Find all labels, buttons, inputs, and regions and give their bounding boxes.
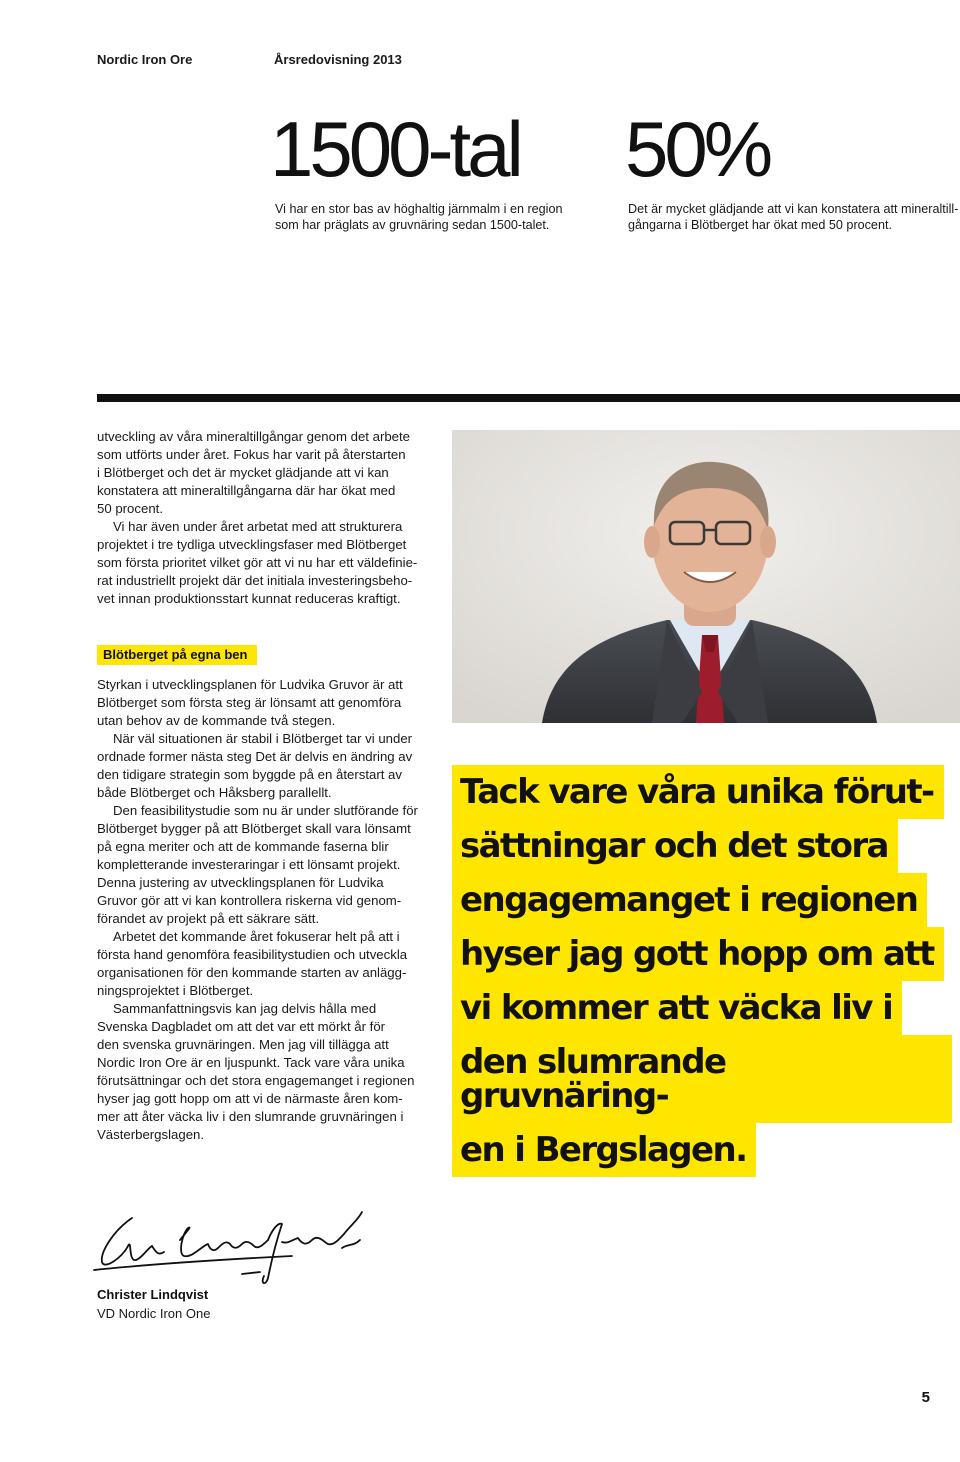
signatory-title: VD Nordic Iron One <box>97 1306 211 1321</box>
text-line: Västerbergslagen. <box>97 1127 205 1142</box>
text-line: organisationen för den kommande starten av anlägg- <box>97 965 407 980</box>
text-line: När väl situationen är stabil i Blötberget tar vi under <box>113 731 413 746</box>
text-line: den tidigare strategin som byggde på en återstart av <box>97 767 402 782</box>
text-line: konstatera att mineraltillgångarna där har ökat med <box>97 483 396 498</box>
stat-text-2-line: gångarna i Blötberget har ökat med 50 procent. <box>628 218 892 232</box>
stat-value-2: 50% <box>625 105 770 193</box>
text-line: Sammanfattningsvis kan jag delvis hålla med <box>113 1001 377 1016</box>
ceo-portrait-photo <box>452 430 960 723</box>
text-line: förandet av projekt på ett säkrare sätt. <box>97 911 320 926</box>
quote-line: den slumrande gruvnäring- <box>452 1035 952 1123</box>
text-line: vet innan produktionsstart kunnat reduceras kraftigt. <box>97 591 401 606</box>
quote-line: vi kommer att väcka liv i <box>452 981 902 1035</box>
text-line: kompletterande investeraringar i ett lönsamt projekt. <box>97 857 401 872</box>
text-line: Nordic Iron Ore är en ljuspunkt. Tack vare våra unika <box>97 1055 405 1070</box>
stat-text-1-line: Vi har en stor bas av höghaltig järnmalm i en region <box>275 202 563 216</box>
text-line: på egna meriter och att de kommande faserna blir <box>97 839 389 854</box>
stat-text-1-line: som har präglats av gruvnäring sedan 1500-talet. <box>275 218 550 232</box>
quote-line: sättningar och det stora <box>452 819 898 873</box>
text-line: den svenska gruvnäringen. Men jag vill tillägga att <box>97 1037 389 1052</box>
text-line: utveckling av våra mineraltillgångar genom det arbete <box>97 429 411 444</box>
header-report-title: Årsredovisning 2013 <box>274 52 402 67</box>
signatory-name: Christer Lindqvist <box>97 1287 209 1302</box>
stat-text-2 <box>628 201 958 233</box>
section-paragraph <box>97 928 442 1000</box>
portrait-illustration <box>452 430 960 723</box>
text-line: både Blötberget och Håksberg parallellt. <box>97 785 332 800</box>
stat-text-2-line: Det är mycket glädjande att vi kan konstatera att mineraltill- <box>628 202 959 216</box>
text-line: förutsättningar och det stora engagemanget i regionen <box>97 1073 415 1088</box>
text-line: projektet i tre tydliga utvecklingsfaser med Blötberget <box>97 537 407 552</box>
intro-paragraph <box>97 518 437 608</box>
text-line: rat industriellt projekt där det initiala investeringsbeho- <box>97 573 413 588</box>
text-line: Styrkan i utvecklingsplanen för Ludvika Gruvor är att <box>97 677 403 692</box>
text-line: Blötberget bygger på att Blötberget skall vara lönsamt <box>97 821 411 836</box>
text-line: Arbetet det kommande året fokuserar helt på att i <box>113 929 400 944</box>
text-line: Svenska Dagbladet om att det var ett mörkt år för <box>97 1019 386 1034</box>
text-line: som utförts under året. Fokus har varit på återstarten <box>97 447 406 462</box>
text-line: hyser jag gott hopp om att vi de närmaste åren kom- <box>97 1091 403 1106</box>
text-line: Vi har även under året arbetat med att strukturera <box>113 519 403 534</box>
section-paragraph <box>97 676 442 730</box>
page-number: 5 <box>921 1389 930 1406</box>
text-line: Gruvor gör att vi kan kontrollera riskerna vid genom- <box>97 893 402 908</box>
text-line: i Blötberget och det är mycket glädjande att vi kan <box>97 465 389 480</box>
text-line: ningsprojektet i Blötberget. <box>97 983 254 998</box>
text-line: första hand genomföra feasibilitystudien och utveckla <box>97 947 408 962</box>
section-paragraph <box>97 1000 442 1144</box>
pull-quote <box>452 765 952 1177</box>
text-line: ordnade former nästa steg Det är delvis en ändring av <box>97 749 413 764</box>
intro-paragraph <box>97 428 437 518</box>
quote-line: en i Bergslagen. <box>452 1123 756 1177</box>
text-line: 50 procent. <box>97 501 163 516</box>
text-line: som första prioritet vilket gör att vi nu har ett väldefinie- <box>97 555 418 570</box>
stat-value-1: 1500-tal <box>270 105 520 193</box>
stat-text-1 <box>275 201 563 233</box>
text-line: Blötberget som första steg är lönsamt att genomföra <box>97 695 402 710</box>
quote-line: hyser jag gott hopp om att <box>452 927 944 981</box>
handwritten-signature <box>92 1200 382 1295</box>
text-line: utan behov av de kommande två stegen. <box>97 713 336 728</box>
text-line: mer att åter väcka liv i den slumrande gruvnäringen i <box>97 1109 404 1124</box>
text-line: Den feasibilitystudie som nu är under slutförande för <box>113 803 418 818</box>
header-company: Nordic Iron Ore <box>97 52 193 67</box>
quote-line: Tack vare våra unika förut- <box>452 765 944 819</box>
section-divider <box>97 394 960 402</box>
section-paragraph <box>97 802 442 928</box>
text-line: Denna justering av utvecklingsplanen för Ludvika <box>97 875 384 890</box>
intro-text <box>97 428 437 608</box>
section-heading: Blötberget på egna ben <box>97 645 257 665</box>
section-paragraph <box>97 730 442 802</box>
quote-line: engagemanget i regionen <box>452 873 927 927</box>
section-text <box>97 676 442 1144</box>
